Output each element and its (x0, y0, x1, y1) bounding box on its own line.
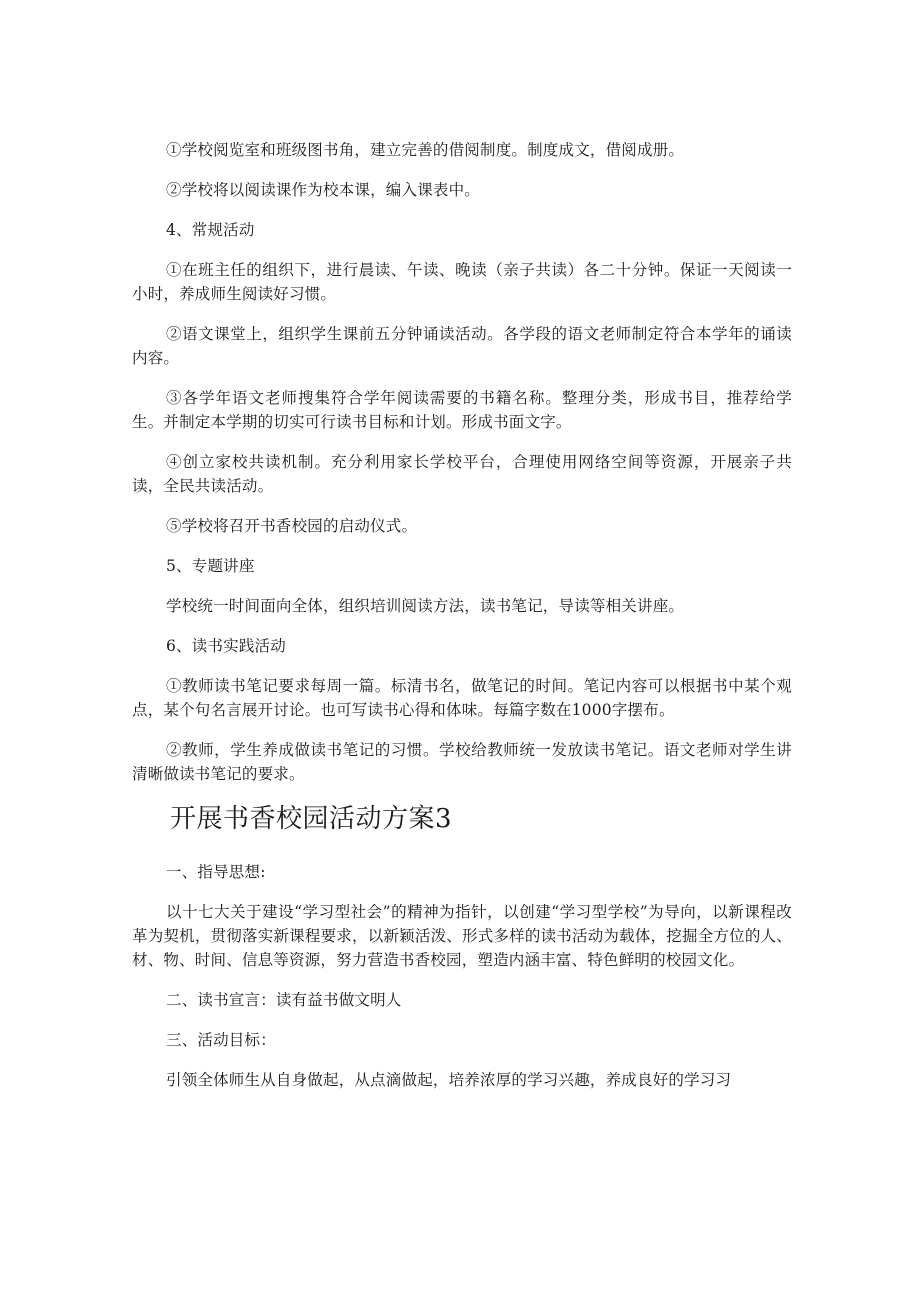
paragraph: ④创立家校共读机制。充分利用家长学校平台，合理使用网络空间等资源，开展亲子共读，全民共读活动。 (132, 453, 792, 495)
section-title: 开展书香校园活动方案3 (170, 804, 453, 834)
paragraph: ③各学年语文老师搜集符合学年阅读需要的书籍名称。整理分类，形成书目，推荐给学生。并制定本学期的切实可行读书目标和计划。形成书面文字。 (132, 389, 792, 431)
subheading: 三、活动目标： (166, 1031, 276, 1049)
subheading: 5、专题讲座 (166, 557, 255, 575)
paragraph: 以十七大关于建设“学习型社会”的精神为指针，以创建“学习型学校”为导向，以新课程改革为契机，贯彻落实新课程要求，以新颖活泼、形式多样的读书活动为载体，挖掘全方位的人、材、物、时间、信息等资源，努力营造书香校园，塑造内涵丰富、特色鲜明的校园文化。 (132, 903, 792, 969)
paragraph: ①教师读书笔记要求每周一篇。标清书名，做笔记的时间。笔记内容可以根据书中某个观点，某个句名言展开讨论。也可写读书心得和体味。每篇字数在1000字摆布。 (132, 677, 792, 719)
subheading: 二、读书宣言：读有益书做文明人 (166, 991, 402, 1009)
subheading: 6、读书实践活动 (166, 637, 286, 655)
paragraph: ②学校将以阅读课作为校本课，编入课表中。 (166, 181, 481, 199)
subheading: 一、指导思想: (166, 863, 266, 881)
paragraph: 学校统一时间面向全体，组织培训阅读方法，读书笔记，导读等相关讲座。 (166, 597, 685, 615)
paragraph: 引领全体师生从自身做起，从点滴做起，培养浓厚的学习兴趣，养成良好的学习习 (166, 1071, 732, 1089)
paragraph: ⑤学校将召开书香校园的启动仪式。 (166, 517, 418, 535)
paragraph: ②教师，学生养成做读书笔记的习惯。学校给教师统一发放读书笔记。语文老师对学生讲清晰做读书笔记的要求。 (132, 741, 792, 783)
document-page (132, 138, 792, 1108)
paragraph: ①在班主任的组织下，进行晨读、午读、晚读（亲子共读）各二十分钟。保证一天阅读一小时，养成师生阅读好习惯。 (132, 261, 792, 303)
paragraph: ①学校阅览室和班级图书角，建立完善的借阅制度。制度成文，借阅成册。 (166, 141, 685, 159)
paragraph: ②语文课堂上，组织学生课前五分钟诵读活动。各学段的语文老师制定符合本学年的诵读内容。 (132, 325, 792, 367)
subheading: 4、常规活动 (166, 221, 255, 239)
